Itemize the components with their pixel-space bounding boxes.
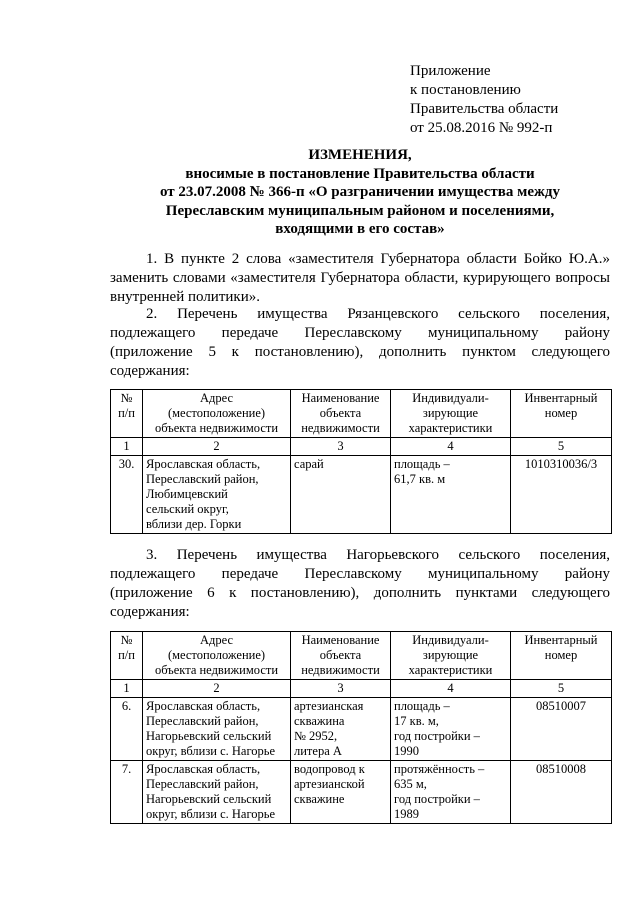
header-cell-number: № п/п — [111, 632, 143, 680]
table-row — [111, 698, 612, 761]
heading-line: Переславским муниципальным районом и поселениями, — [165, 202, 555, 219]
appendix-line: Правительства области — [410, 101, 559, 117]
column-number: 4 — [391, 438, 511, 456]
paragraph-line: (приложение 5 к постановлению), дополнить пунктом следующего — [110, 344, 610, 360]
row-characteristics: площадь – 61,7 кв. м — [391, 456, 511, 534]
paragraph-line: (приложение 6 к постановлению), дополнить пунктами следующего — [110, 585, 610, 601]
row-number: 6. — [111, 698, 143, 761]
paragraph-line: содержания: — [110, 363, 190, 379]
column-number: 1 — [111, 680, 143, 698]
header-cell-inventory: Инвентарный номер — [511, 390, 612, 438]
row-object-name: артезианская скважина № 2952, литера А — [291, 698, 391, 761]
header-cell-characteristics: Индивидуали- зирующие характеристики — [391, 632, 511, 680]
column-number: 4 — [391, 680, 511, 698]
document-heading — [100, 146, 620, 239]
header-cell-name: Наименование объекта недвижимости — [291, 390, 391, 438]
paragraph-1 — [110, 250, 610, 307]
heading-line: входящими в его состав» — [275, 221, 445, 237]
table-header-row — [111, 632, 612, 680]
column-number: 3 — [291, 680, 391, 698]
row-characteristics: площадь – 17 кв. м, год постройки – 1990 — [391, 698, 511, 761]
column-number: 2 — [143, 438, 291, 456]
table-row — [111, 761, 612, 824]
column-number-row — [111, 438, 612, 456]
row-inventory-number: 1010310036/3 — [511, 456, 612, 534]
header-cell-name: Наименование объекта недвижимости — [291, 632, 391, 680]
paragraph-line: подлежащего передаче Переславскому муниципальному району — [110, 325, 610, 341]
appendix-note — [410, 62, 558, 138]
paragraph-line: 2. Перечень имущества Рязанцевского сельского поселения, — [146, 306, 610, 322]
header-cell-address: Адрес (местоположение) объекта недвижимости — [143, 632, 291, 680]
row-object-name: водопровод к артезианской скважине — [291, 761, 391, 824]
heading-line: вносимые в постановление Правительства области — [185, 165, 535, 182]
column-number: 5 — [511, 438, 612, 456]
appendix-line: Приложение — [410, 63, 491, 79]
row-number: 30. — [111, 456, 143, 534]
row-characteristics: протяжённость – 635 м, год постройки – 1989 — [391, 761, 511, 824]
property-table-2 — [110, 631, 612, 824]
property-table-1 — [110, 389, 612, 534]
column-number: 5 — [511, 680, 612, 698]
column-number: 3 — [291, 438, 391, 456]
row-inventory-number: 08510007 — [511, 698, 612, 761]
row-inventory-number: 08510008 — [511, 761, 612, 824]
header-cell-address: Адрес (местоположение) объекта недвижимости — [143, 390, 291, 438]
appendix-line: к постановлению — [410, 82, 521, 98]
row-address: Ярославская область, Переславский район, Любимцевский сельский округ, вблизи дер. Горки — [143, 456, 291, 534]
row-number: 7. — [111, 761, 143, 824]
header-cell-number: № п/п — [111, 390, 143, 438]
paragraph-line: содержания: — [110, 604, 190, 620]
paragraph-line: подлежащего передаче Переславскому муниципальному району — [110, 566, 610, 582]
paragraph-line: 1. В пункте 2 слова «заместителя Губернатора области Бойко Ю.А.» — [146, 251, 610, 267]
column-number-row — [111, 680, 612, 698]
appendix-line: от 25.08.2016 № 992-п — [410, 120, 553, 136]
table-row — [111, 456, 612, 534]
paragraph-line: заменить словами «заместителя Губернатора области, курирующего вопросы — [110, 270, 610, 286]
table-header-row — [111, 390, 612, 438]
row-address: Ярославская область, Переславский район, Нагорьевский сельский округ, вблизи с. Нагорье — [143, 761, 291, 824]
paragraph-3 — [110, 546, 610, 622]
column-number: 1 — [111, 438, 143, 456]
heading-line: от 23.07.2008 № 366-п «О разграничении имущества между — [160, 184, 560, 200]
header-cell-inventory: Инвентарный номер — [511, 632, 612, 680]
heading-line: ИЗМЕНЕНИЯ, — [308, 147, 412, 163]
header-cell-characteristics: Индивидуали- зирующие характеристики — [391, 390, 511, 438]
column-number: 2 — [143, 680, 291, 698]
row-address: Ярославская область, Переславский район, Нагорьевский сельский округ, вблизи с. Нагорье — [143, 698, 291, 761]
paragraph-line: внутренней политики». — [110, 289, 260, 305]
paragraph-line: 3. Перечень имущества Нагорьевского сельского поселения, — [146, 547, 610, 563]
paragraph-2 — [110, 305, 610, 381]
row-object-name: сарай — [291, 456, 391, 534]
